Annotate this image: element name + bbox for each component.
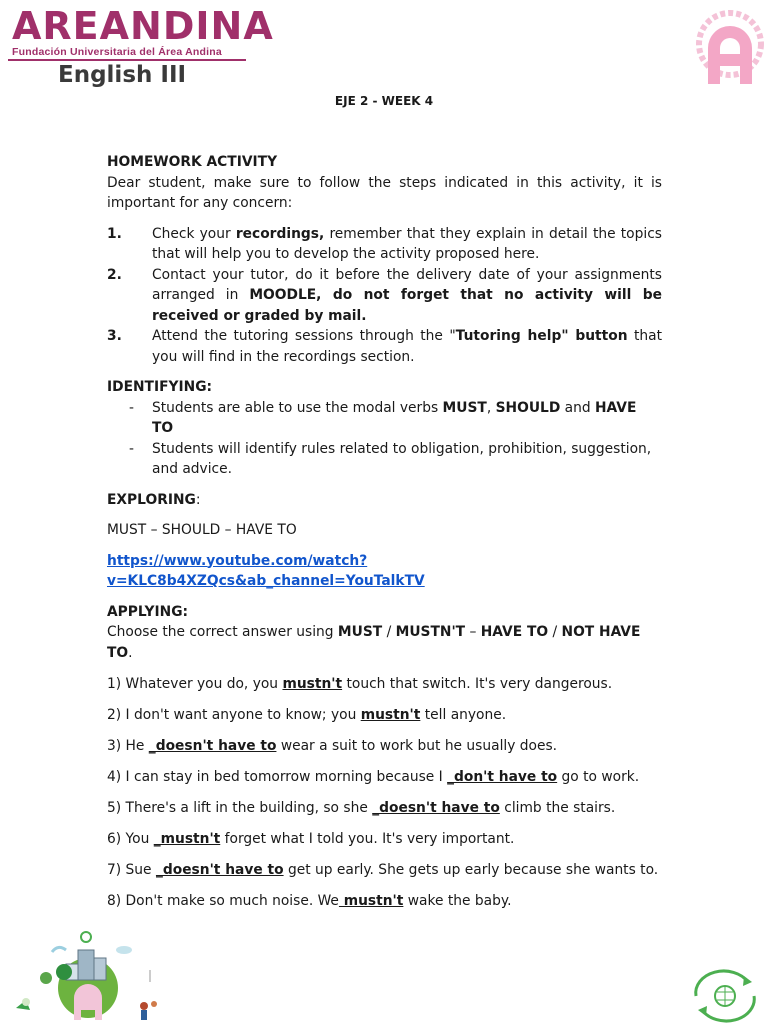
identifying-heading: IDENTIFYING: [107, 379, 213, 395]
answer: _mustn't [153, 830, 221, 847]
brand-subtitle: Fundación Universitaria del Área Andina [12, 46, 222, 58]
brand-underline [8, 59, 246, 61]
answer: _doesn't have to [148, 737, 277, 754]
step-number: 3. [107, 328, 122, 344]
intro-text: Dear student, make sure to follow the steps indicated in this activity, it is important for any concern: [107, 174, 662, 211]
answer: _don't have to [447, 768, 558, 785]
exploring-link-row [107, 551, 662, 592]
question-item: 7) Sue _doesn't have to get up early. She gets up early because she wants to. [107, 861, 659, 878]
question-item: 8) Don't make so much noise. We mustn't wake the baby. [107, 892, 512, 909]
applying-instructions: Choose the correct answer using MUST / MUSTN'T – HAVE TO / NOT HAVE TO. [107, 624, 641, 661]
document-body [107, 152, 662, 922]
list-item [107, 326, 662, 367]
step-text: Attend the tutoring sessions through the "Tutoring help" button that you will find in the recordings section. [152, 328, 662, 365]
question-item: 1) Whatever you do, you mustn't touch that switch. It's very dangerous. [107, 675, 613, 692]
list-item [107, 398, 662, 439]
list-item [107, 439, 662, 480]
brand-name: AREANDINA [12, 4, 274, 48]
answer: mustn't [282, 675, 343, 692]
exploring-heading: EXPLORING: [107, 491, 201, 508]
step-text: Contact your tutor, do it before the delivery date of your assignments arranged in MOODLE, do not forget that no activity will be received or graded by mail. [152, 266, 662, 324]
answer: mustn't [338, 892, 404, 909]
answer: mustn't [360, 706, 421, 723]
dash-bullet: - [129, 440, 134, 457]
question-item: 2) I don't want anyone to know; you mustn't tell anyone. [107, 706, 507, 723]
question-item: 3) He _doesn't have to wear a suit to work but he usually does. [107, 737, 558, 754]
question-item: 4) I can stay in bed tomorrow morning because I _don't have to go to work. [107, 768, 640, 785]
list-item [107, 265, 662, 327]
step-text: Check your recordings, remember that they explain in detail the topics that will help you to develop the activity proposed here. [152, 225, 662, 262]
youtube-link[interactable]: https://www.youtube.com/watch?v=KLC8b4XZQcs&ab_channel=YouTalkTV [107, 552, 425, 589]
identifying-item: Students will identify rules related to obligation, prohibition, suggestion, and advice. [152, 440, 652, 477]
homework-title: HOMEWORK ACTIVITY [107, 154, 278, 170]
question-item: 6) You _mustn't forget what I told you. It's very important. [107, 830, 515, 847]
list-item [107, 224, 662, 265]
eco-city-illustration-icon [6, 930, 166, 1022]
applying-heading: APPLYING: [107, 603, 189, 620]
answer: _doesn't have to [372, 799, 500, 816]
step-number: 1. [107, 225, 122, 242]
step-number: 2. [107, 266, 122, 283]
course-title: English III [58, 62, 187, 88]
question-item: 5) There's a lift in the building, so she _doesn't have to climb the stairs. [107, 799, 616, 816]
brand-logo [12, 4, 274, 58]
areandina-a-icon [694, 4, 766, 90]
dash-bullet: - [129, 399, 134, 416]
exploring-topic: MUST – SHOULD – HAVE TO [107, 522, 297, 538]
recycle-globe-icon [688, 968, 762, 1024]
answer: _doesn't have to [155, 861, 284, 878]
identifying-list [107, 398, 662, 480]
week-label: EJE 2 - WEEK 4 [334, 94, 434, 108]
steps-list [107, 224, 662, 368]
identifying-item: Students are able to use the modal verbs MUST, SHOULD and HAVE TO [152, 399, 637, 436]
